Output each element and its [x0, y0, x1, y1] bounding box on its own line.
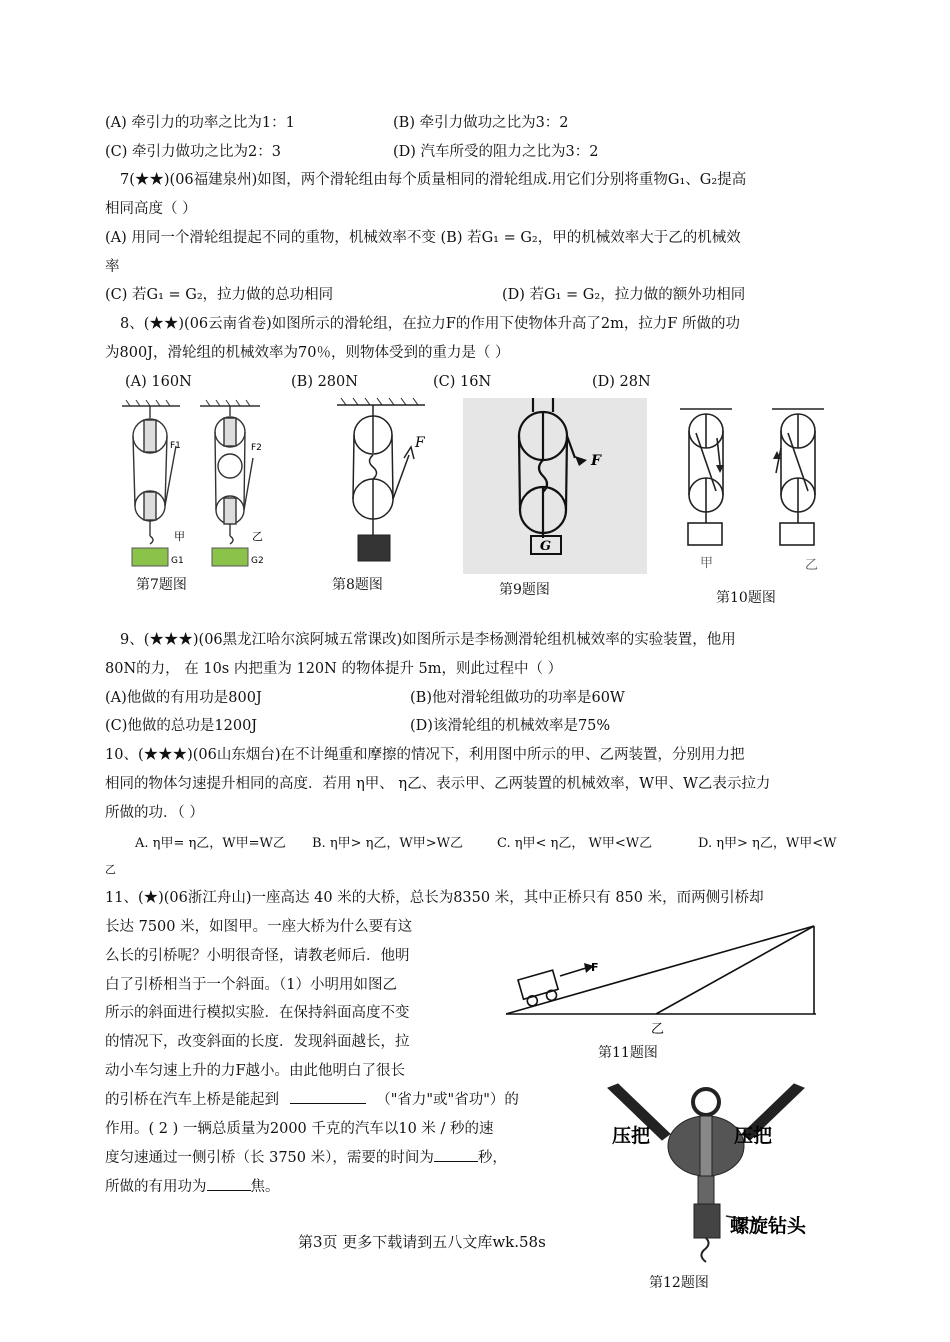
- figure-11-caption: 第11题图: [598, 1045, 658, 1061]
- fig12-label-right-handle: 压把: [734, 1125, 773, 1147]
- q6-option-c: (C) 牵引力做功之比为2：3: [105, 144, 281, 160]
- q8-option-b: (B) 280N: [291, 374, 358, 390]
- q7-option-d: (D) 若G₁ = G₂，拉力做的额外功相同: [502, 287, 746, 303]
- q10-option-a: A. η甲= η乙，W甲=W乙: [135, 836, 286, 851]
- q7-option-c: (C) 若G₁ = G₂，拉力做的总功相同: [105, 287, 334, 303]
- q11-stem-line7: 动小车匀速上升的力F越小。由此他明白了很长: [105, 1063, 406, 1079]
- figure-12-corkscrew-photo: [598, 1080, 813, 1265]
- q11-stem-line4: 白了引桥相当于一个斜面。（1）小明用如图乙: [105, 977, 397, 993]
- q8-stem-line2: 为800J，滑轮组的机械效率为70％，则物体受到的重力是（ ）: [105, 345, 510, 361]
- fig11-label-yi: 乙: [651, 1022, 665, 1037]
- weight-block: [358, 535, 390, 561]
- q6-option-d: (D) 汽车所受的阻力之比为3：2: [393, 144, 599, 160]
- fig7-label-f2: F2: [251, 443, 262, 453]
- q10-option-d-wrap: 乙: [105, 863, 116, 876]
- figure-7-caption: 第7题图: [136, 577, 187, 593]
- q9-option-c: (C)他做的总功是1200J: [105, 718, 258, 734]
- q8-option-d: (D) 28N: [592, 374, 651, 390]
- q11-line11-text-a: 所做的有用功为: [105, 1179, 207, 1195]
- q11-stem-line5: 所示的斜面进行模拟实脸．在保持斜面高度不变: [105, 1005, 410, 1021]
- figure-12-caption: 第12题图: [649, 1275, 709, 1291]
- q11-stem-line8: [105, 1090, 519, 1110]
- figure-8-caption: 第8题图: [332, 577, 383, 593]
- fig7-label-g1: G1: [171, 556, 184, 566]
- q9-stem-line2: 80N的力， 在 10s 内把重为 120N 的物体提升 5m，则此过程中（ ）: [105, 661, 563, 677]
- figure-8-pulley-diagram: [325, 395, 440, 570]
- q9-option-d: (D)该滑轮组的机械效率是75%: [410, 718, 611, 734]
- fig7-label-jia: 甲: [174, 530, 185, 543]
- q10-stem-line3: 所做的功．（ ）: [105, 805, 204, 821]
- q10-option-c: C. η甲< η乙， W甲<W乙: [497, 836, 653, 851]
- fig10-label-jia: 甲: [700, 556, 714, 571]
- q11-line8-text-a: 的引桥在汽车上桥是能起到: [105, 1092, 279, 1108]
- q11-stem-line1: 11、(★)(06浙江舟山)一座高达 40 米的大桥，总长为8350 米，其中正桥只有 850 米，而两侧引桥却: [105, 890, 764, 906]
- fig12-label-drill: 螺旋钻头: [730, 1215, 807, 1237]
- page-footer: 第3页 更多下载请到五八文库wk.58s: [298, 1233, 546, 1251]
- q11-stem-line11: [105, 1177, 280, 1197]
- fig10-label-yi: 乙: [805, 558, 819, 573]
- fig7-label-f1: F1: [170, 441, 181, 451]
- q11-blank-2[interactable]: [434, 1161, 478, 1162]
- fig7-label-g2: G2: [251, 556, 264, 566]
- q11-stem-line3: 么长的引桥呢？小明很奇怪，请教老师后．他明: [105, 948, 410, 964]
- q9-stem-line1: 9、(★★★)(06黑龙江哈尔滨阿城五常课改)如图所示是李杨测滑轮组机械效率的实验装置，他用: [120, 632, 736, 648]
- fig12-label-left-handle: 压把: [612, 1125, 651, 1147]
- q7-option-ab-line2: 率: [105, 259, 120, 275]
- q7-stem-line2: 相同高度（ ）: [105, 201, 197, 217]
- q10-option-d: D. η甲> η乙，W甲<W: [698, 836, 837, 851]
- q11-stem-line9: 作用。( 2 ) 一辆总质量为2000 千克的汽车以10 米 / 秒的速: [105, 1121, 494, 1137]
- q11-line11-text-b: 焦。: [250, 1179, 280, 1195]
- q11-line10-text-b: 秒，: [477, 1150, 507, 1166]
- q6-option-a: (A) 牵引力的功率之比为1：1: [105, 115, 295, 131]
- fig7-label-yi: 乙: [252, 530, 263, 543]
- q11-line8-text-b: （"省力"或"省功"）的: [376, 1092, 519, 1108]
- q11-stem-line2: 长达 7500 米，如图甲。一座大桥为什么要有这: [105, 919, 413, 935]
- q11-stem-line6: 的情况下，改变斜面的长度．发现斜面越长，拉: [105, 1034, 410, 1050]
- q7-stem-line1: 7(★★)(06福建泉州)如图，两个滑轮组由每个质量相同的滑轮组成.用它们分别将重物G₁、G₂提高: [120, 172, 747, 188]
- figure-11-incline-diagram: [478, 918, 820, 1038]
- q11-stem-line10: [105, 1148, 507, 1168]
- q10-option-b: B. η甲> η乙，W甲>W乙: [312, 836, 464, 851]
- weight-g1: [132, 548, 168, 566]
- fig9-label-f: F: [591, 453, 601, 469]
- fig9-label-g: G: [540, 539, 552, 554]
- figure-10-caption: 第10题图: [716, 590, 776, 606]
- q11-line10-text-a: 度匀速通过一侧引桥（长 3750 米），需要的时间为: [105, 1150, 434, 1166]
- q9-option-b: (B)他对滑轮组做功的功率是60W: [410, 690, 625, 706]
- figure-7-pulley-diagram: [118, 398, 283, 568]
- q10-stem-line2: 相同的物体匀速提升相同的高度．若用 η甲、 η乙、表示甲、乙两装置的机械效率，W甲、W乙表示拉力: [105, 776, 771, 792]
- q8-option-a: (A) 160N: [125, 374, 192, 390]
- q11-blank-1[interactable]: [290, 1103, 366, 1104]
- q10-stem-line1: 10、(★★★)(06山东烟台)在不计绳重和摩擦的情况下，利用图中所示的甲、乙两装置，分别用力把: [105, 747, 745, 763]
- q8-option-c: (C) 16N: [433, 374, 492, 390]
- q8-stem-line1: 8、(★★)(06云南省卷)如图所示的滑轮组，在拉力F的作用下使物体升高了2m，拉力F 所做的功: [120, 316, 741, 332]
- figure-9-caption: 第9题图: [499, 582, 550, 598]
- fig8-label-f: F: [415, 435, 425, 451]
- q9-option-a: (A)他做的有用功是800J: [105, 690, 262, 706]
- q7-option-ab-line1: (A) 用同一个滑轮组提起不同的重物，机械效率不变 (B) 若G₁ = G₂，甲的机械效率大于乙的机械效: [105, 230, 741, 246]
- weight-g2: [212, 548, 248, 566]
- q6-option-b: (B) 牵引力做功之比为3：2: [393, 115, 569, 131]
- q11-blank-3[interactable]: [207, 1190, 251, 1191]
- figure-10-pulley-diagram: [672, 403, 852, 578]
- fig11-label-f: F: [591, 961, 599, 974]
- figure-9-pulley-photo: [463, 398, 647, 574]
